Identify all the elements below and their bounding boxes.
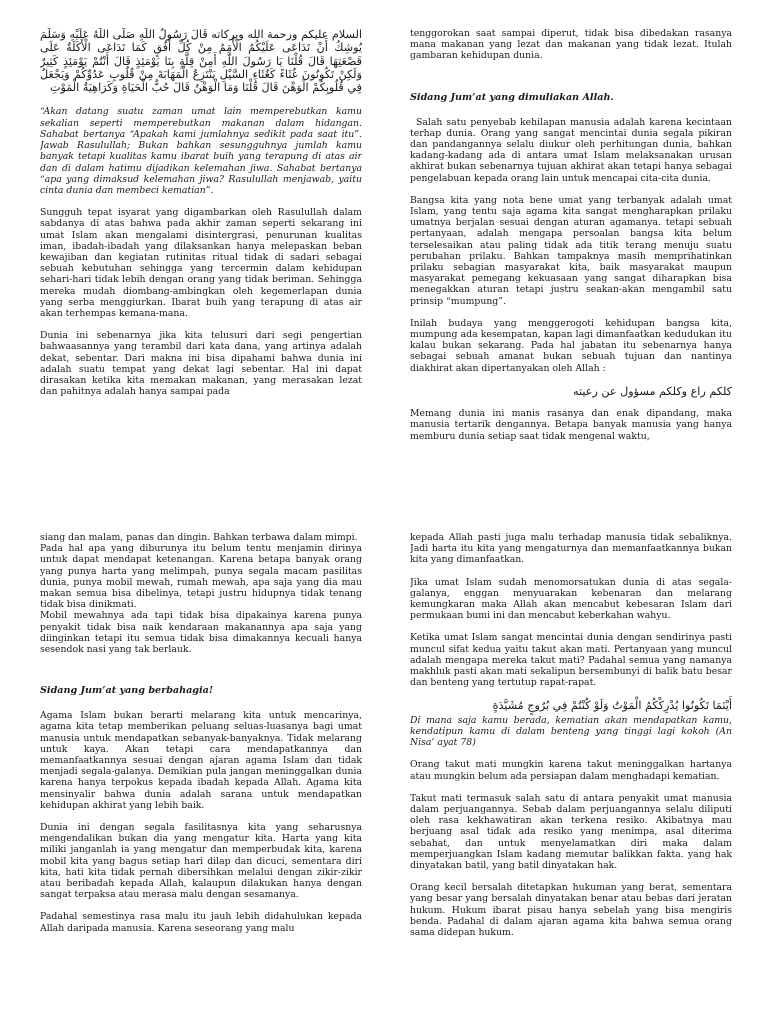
arabic-verse: أَيْنَمَا تَكُونُوا يُدْرِكْكُمُ الْمَوْتُ وَلَوْ كُنْتُمْ فِي بُرُوجٍ مُشَيَّدَةٍ <box>492 699 732 713</box>
paragraph: Inilah budaya yang menggerogoti kehidupan bangsa kita, mumpung ada kesempatan, kapan lagi dimanfaatkan kedudukan itu kalau bukan sekarang. Pada hal jabatan itu sebenarnya hanya sebagai sebuah amanat bukan sebuah tujuan dan nantinya diakhirat akan dipertanyakan oleh Allah : <box>410 317 732 374</box>
verse-translation: Di mana saja kamu berada, kematian akan mendapatkan kamu, kendatipun kamu di dalam benteng yang tinggi lagi kokoh (An Nisa’ ayat 78) <box>410 714 732 749</box>
paragraph: Jika umat Islam sudah menomorsatukan dunia di atas segala-galanya, enggan menyuarakan kebenaran dan melarang kemungkaran maka Allah akan mencabut kebesaran Islam dari permukaan bumi ini dan mencabut keberkahan wahyu. <box>410 576 732 622</box>
paragraph: Dunia ini sebenarnya jika kita telusuri dari segi pengertian bahwaasannya yang terambil dari kata dana, yang artinya adalah dekat, sebentar. Dari makna ini bisa dipahami bahwa dunia ini adalah suatu tempat yang dekat lagi sebentar. Hal ini dapat dirasakan ketika kita memakan makanan, yang merasakan lezat dan pahitnya adalah hanya sampai pada <box>40 330 362 398</box>
paragraph: siang dan malam, panas dan dingin. Bahkan terbawa dalam mimpi. <box>40 532 358 543</box>
paragraph: kepada Allah pasti juga malu terhadap manusia tidak sebaliknya. Jadi harta itu kita yang mengaturnya dan memanfaatkannya bukan kita yang dimanfaatkan. <box>410 532 732 566</box>
section-heading: Sidang Jum’at yang berbahagia! <box>40 685 214 697</box>
paragraph: Takut mati termasuk salah satu di antara penyakit umat manusia dalam perjuangannya. Sebab dalam perjuangannya selalu diliputi oleh rasa kekhawatiran akan terkena resiko. Akibatnya mau berjuang asal tidak ada resiko yang menimpa, asal diterima sebahat, dan untuk menyelamatkan diri maka dalam memperjuangkan Islam kadang memutar balikkan fakta. yang hak dinyatakan batil, yang batil dinyatakan hak. <box>410 792 732 871</box>
column-top-right <box>410 28 732 480</box>
paragraph: Ketika umat Islam sangat mencintai dunia dengan sendirinya pasti muncul sifat kedua yaitu takut akan mati. Pertanyaan yang muncul adalah mengapa mereka takut mati? Padahal semua yang namanya makhluk pasti akan mati sekalipun bersembunyi di balik batu besar dan benteng yang tertutup rapat-rapat. <box>410 632 732 689</box>
paragraph: tenggorokan saat sampai diperut, tidak bisa dibedakan rasanya mana makanan yang lezat dan makanan yang tidak lezat. Itulah gambaran kehidupan dunia. <box>410 28 732 62</box>
paragraph: Mobil mewahnya ada tapi tidak bisa dipakainya karena punya penyakit tidak bisa naik kendaraan makanannya apa saja yang diinginkan tetapi itu semua tidak bisa dimakannya kecuali hanya sesendok nasi yang tak berlauk. <box>40 610 362 656</box>
paragraph: Agama Islam bukan berarti melarang kita untuk mencarinya, agama kita tetap memberikan peluang seluas-luasanya bagi umat manusia untuk mendapatkan sebanyak-banyaknya. Tidak melarang untuk kaya. Akan tetapi cara mendapatkannya dan memanfaatkannya sesuai dengan ajaran agama Islam dan tidak menjadi segala-galanya. Demikian pula jangan meninggalkan dunia karena hanya terpokus kepada ibadah kepada Allah. Agama kita mensinyalir bahwa dunia adalah sarana untuk mendapatkan kehidupan akhirat yang lebih baik. <box>40 710 362 811</box>
paragraph: Dunia ini dengan segala fasilitasnya kita yang seharusnya mengendalikan bukan dia yang mengatur kita. Harta yang kita miliki janganlah ia yang mengatur dan memperbudak kita, karena mobil kita yang bagus setiap hari dilap dan dicuci, sementara diri kita, hati kita tidak pernah dibersihkan melalui dengan zikir-zikir atau beribadah kepada Allah, kalaupun dilakukan hanya dengan sangat terpaksa atau merasa malu dengan sesamanya. <box>40 822 362 901</box>
column-top-left <box>40 28 362 480</box>
arabic-hadith-short: كلكم راع وكلكم مسؤول عن رعيته <box>573 384 732 398</box>
section-heading: Sidang Jum’at yang dimuliakan Allah. <box>410 91 614 103</box>
paragraph: Sungguh tepat isyarat yang digambarkan oleh Rasulullah dalam sabdanya di atas bahwa pada akhir zaman seperti sekarang ini umat Islam akan mengalami disintergrasi, penurunan kualitas iman, ibadah-ibadah yang dilaksankan hanya melepaskan beban kewajiban dan kegiatan rutinitas ritual tidak di sadari sebagai sebuah kebutuhan sehingga yang tercermin dalam kehidupan sehari-hari tidak lebih dengan orang yang tidak beriman. Sehingga mereka mudah diombang-ambingkan oleh kegemerlapan dunia yang serba menggiurkan. Ibarat buih yang terapung di atas air akan terhempas kemana-mana. <box>40 207 362 319</box>
column-bottom-right <box>410 532 732 1020</box>
paragraph: Orang kecil bersalah ditetapkan hukuman yang berat, sementara yang besar yang bersalah dinyatakan benar atau bebas dari jeratan hukum. Hukum ibarat pisau hanya sebelah yang bisa mengiris benda. Padahal di dalam ajaran agama kita bahwa semua orang sama didepan hukum. <box>410 882 732 938</box>
paragraph: Padahal semestinya rasa malu itu jauh lebih didahulukan kepada Allah daripada manusia. Karena seseorang yang malu <box>40 911 362 934</box>
paragraph: Pada hal apa yang diburunya itu belum tentu menjamin dirinya untuk dapat mendapat ketenangan. Karena betapa banyak orang yang punya harta yang melimpah, punya segala macam pasilitas dunia, punya mobil mewah, rumah mewah, apa saja yang dia mau makan semua bisa dibelinya, tetapi justru hidupnya tidak tenang tidak bisa dinikmati. <box>40 543 362 611</box>
paragraph: Memang dunia ini manis rasanya dan enak dipandang, maka manusia tertarik dengannya. Betapa banyak manusia yang hanya memburu dunia setiap saat tidak mengenal waktu, <box>410 408 732 442</box>
hadith-translation: “Akan datang suatu zaman umat lain memperebutkan kamu sekalian seperti memperebutkan makanan dalam hidangan. Sahabat bertanya “Apakah kami jumlahnya sedikit pada saat itu”. Jawab Rasulullah; Bukan bahkan sesungguhnya jumlah kamu banyak tetapi kualitas kamu ibarat buih yang terapung di atas air dan di dalam hatimu dijadikan kelemahan jiwa. Sahabat bertanya “apa yang dimaksud kelemahan jiwa? Rasulullah menjawab, yaitu cinta dunia dan membeci kematian”. <box>40 106 362 196</box>
paragraph: Orang takut mati mungkin karena takut meninggalkan hartanya atau mungkin belum ada persiapan dalam menghadapi kematian. <box>410 759 732 782</box>
arabic-hadith: السلام عليكم ورحمة الله وبركاته قَالَ رَسُولُ اللَّهِ صَلَّى اللَّهُ عَلَيْهِ وَسَلَّمَ يُوشِكُ أَنْ تَدَاعَى عَلَيْكُمُ الْأُمَمُ مِنْ كُلِّ أُفُقٍ كَمَا تَدَاعَى الْأَكَلَةُ عَلَى قَصْعَتِهَا قَالَ قُلْنَا يَا رَسُولَ اللَّهِ أَمِنْ قِلَّةٍ بِنَا يَوْمَئِذٍ قَالَ أَنْتُمْ يَوْمَئِذٍ كَثِيرٌ وَلَكِنْ تَكُونُونَ غُثَاءً كَغُثَاءِ السَّيْلِ يَنْتَزِعُ الْمَهَابَةَ مِنْ قُلُوبِ عَدُوِّكُمْ وَيَجْعَلُ فِي قُلُوبِكُمْ الْوَهْنَ قَالَ قُلْنَا وَمَا الْوَهْنُ قَالَ حُبُّ الْحَيَاةِ وَكَرَاهِيَةُ الْمَوْتِ <box>40 28 362 95</box>
paragraph: Bangsa kita yang nota bene umat yang terbanyak adalah umat Islam, yang tentu saja agama kita sangat mengharapkan prilaku umatnya berjalan sesuai dengan aturan agamanya. tetapi sebuah pertanyaan, adalah mengapa persoalan bangsa kita belum terselesaikan atau paling tidak ada titik terang menuju suatu perubahan prilaku. Bahkan tampaknya masih memprihatinkan prilaku sebagian masyarakat kita, baik masyarakat maupun masyarakat pemegang kekuasaan yang sangat diharapkan bisa menegakkan aturan tetapi justru seakan-akan mengambil satu prinsip “mumpung”. <box>410 194 732 307</box>
column-bottom-left <box>40 532 362 1020</box>
paragraph: Salah satu penyebab kehilapan manusia adalah karena kecintaan terhap dunia. Orang yang sangat mencintai dunia segala pikiran dan pandangannya selalu diukur oleh perhitungan dunia, bahkan kadang-kadang ada di antara umat Islam melaksanakan urusan akhirat bukan sebenarnya tujuan akhirat akan tetapi hanya sebagai pengelabuan kepada orang lain untuk mencapai cita-cita dunia. <box>410 116 732 184</box>
